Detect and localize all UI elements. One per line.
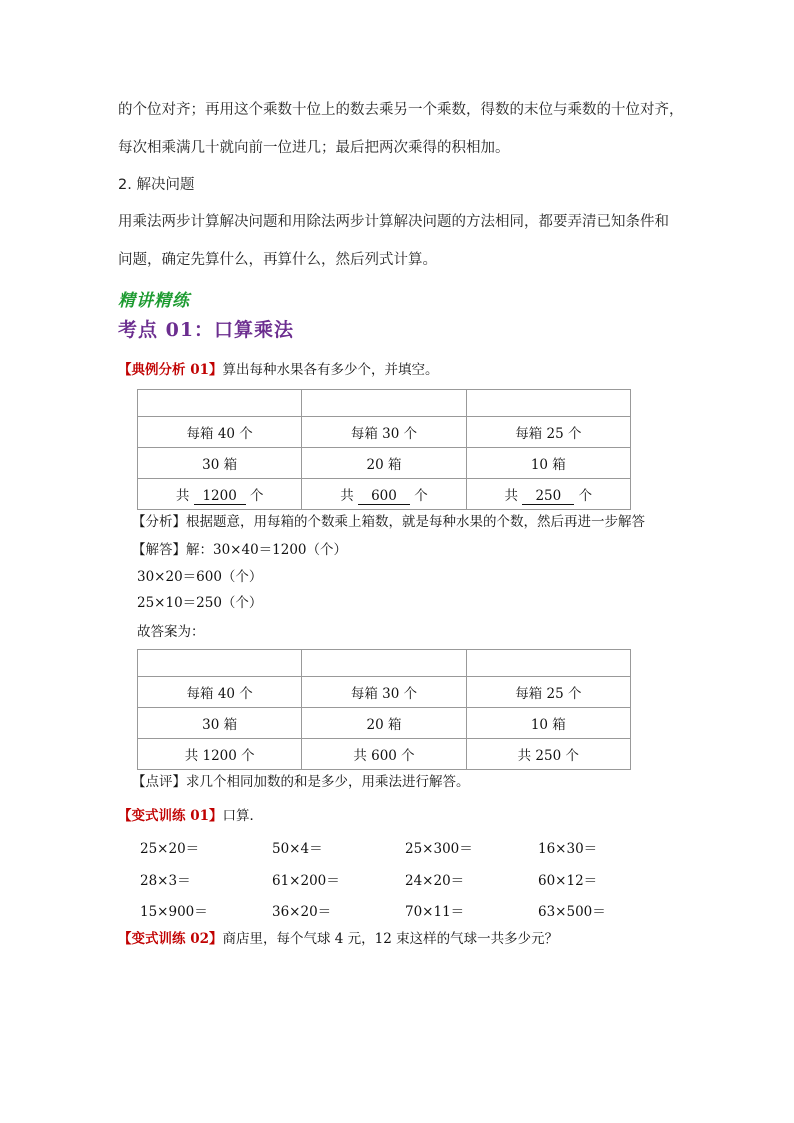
intro-subheading: 2. 解决问题 — [118, 177, 195, 193]
example-tag: 【典例分析 01】 — [118, 362, 223, 378]
fill-cell — [138, 479, 302, 510]
exercise-item: 36×20＝ — [272, 904, 332, 920]
exercise-item: 50×4＝ — [272, 841, 323, 857]
table-cell: 每箱 40 个 — [138, 677, 302, 708]
table-cell: 30 箱 — [138, 708, 302, 739]
comment-tag: 【点评】 — [132, 774, 186, 790]
exercise-item: 60×12＝ — [538, 873, 598, 889]
exercise-item: 16×30＝ — [538, 841, 598, 857]
table-row — [138, 479, 631, 510]
table-cell: 30 箱 — [138, 448, 302, 479]
intro-line-1: 的个位对齐；再用这个乘数十位上的数去乘另一个乘数，得数的末位与乘数的十位对齐， — [118, 102, 684, 118]
table-row — [138, 417, 631, 448]
intro-line-5: 问题，确定先算什么，再算什么，然后列式计算。 — [118, 252, 437, 268]
practice-1-text: 口算． — [222, 808, 263, 824]
table-row — [138, 708, 631, 739]
fruit-table-blank — [137, 389, 631, 510]
answer-step-2: 30×20＝600（个） — [137, 569, 263, 585]
table-row — [138, 739, 631, 770]
answer-intro: 故答案为： — [137, 624, 205, 640]
fill-prefix: 共 — [340, 487, 354, 504]
table-cell — [466, 390, 630, 417]
table-cell: 每箱 30 个 — [302, 677, 466, 708]
table-cell: 20 箱 — [302, 708, 466, 739]
fill-suffix: 个 — [249, 487, 264, 504]
comment-line — [132, 772, 470, 792]
answer-step-3: 25×10＝250（个） — [137, 595, 263, 611]
exercise-item: 25×20＝ — [140, 841, 200, 857]
table-row — [138, 650, 631, 677]
table-cell — [138, 390, 302, 417]
comment-text: 求几个相同加数的和是多少，用乘法进行解答。 — [186, 774, 470, 790]
intro-line-2: 每次相乘满几十就向前一位进几；最后把两次乘得的积相加。 — [118, 140, 510, 156]
analysis-tag: 【分析】 — [132, 514, 186, 530]
fill-suffix: 个 — [414, 487, 428, 504]
fill-prefix: 共 — [504, 487, 519, 504]
analysis-text: 根据题意，用每箱的个数乘上箱数，就是每种水果的个数，然后再进一步解答 — [186, 514, 645, 530]
table-cell: 20 箱 — [302, 448, 466, 479]
practice-1-tag: 【变式训练 01】 — [118, 808, 223, 824]
table-row — [138, 448, 631, 479]
answer-text: 解：30×40＝1200（个） — [186, 542, 348, 558]
practice-2-question — [118, 929, 558, 949]
table-cell: 10 箱 — [466, 448, 630, 479]
exercise-item: 28×3＝ — [140, 873, 191, 889]
example-question — [118, 360, 439, 380]
exercise-item: 61×200＝ — [272, 873, 340, 889]
table-cell: 共 600 个 — [302, 739, 466, 770]
fill-cell — [466, 479, 630, 510]
section-heading: 精讲精练 — [118, 291, 190, 311]
fill-prefix: 共 — [175, 487, 190, 504]
practice-1-question — [118, 806, 263, 826]
answer-tag: 【解答】 — [132, 542, 186, 558]
table-cell: 共 1200 个 — [138, 739, 302, 770]
analysis-line — [132, 512, 645, 532]
practice-2-text: 商店里，每个气球 4 元，12 束这样的气球一共多少元？ — [222, 931, 559, 947]
table-cell: 每箱 40 个 — [138, 417, 302, 448]
exercise-item: 70×11＝ — [405, 904, 465, 920]
exercise-item: 25×300＝ — [405, 841, 473, 857]
table-cell — [138, 650, 302, 677]
practice-2-tag: 【变式训练 02】 — [118, 931, 223, 947]
exercise-item: 15×900＝ — [140, 904, 208, 920]
fill-blank-answer: 1200 — [194, 488, 246, 505]
exercise-item: 24×20＝ — [405, 873, 465, 889]
fruit-table-answer — [137, 649, 631, 770]
fill-blank-answer: 600 — [358, 488, 410, 505]
table-cell: 每箱 25 个 — [466, 677, 630, 708]
table-cell: 共 250 个 — [466, 739, 630, 770]
table-cell — [302, 390, 466, 417]
fill-blank-answer: 250 — [522, 488, 574, 505]
table-cell: 每箱 30 个 — [302, 417, 466, 448]
table-row — [138, 677, 631, 708]
table-cell — [302, 650, 466, 677]
table-cell: 10 箱 — [466, 708, 630, 739]
example-question-text: 算出每种水果各有多少个，并填空。 — [222, 362, 439, 378]
answer-line — [132, 540, 347, 560]
fill-cell — [302, 479, 466, 510]
fill-suffix: 个 — [578, 487, 593, 504]
topic-heading: 考点 01：口算乘法 — [118, 319, 295, 341]
table-cell — [466, 650, 630, 677]
table-row — [138, 390, 631, 417]
exercise-item: 63×500＝ — [538, 904, 606, 920]
table-cell: 每箱 25 个 — [466, 417, 630, 448]
intro-line-4: 用乘法两步计算解决问题和用除法两步计算解决问题的方法相同，都要弄清已知条件和 — [118, 214, 669, 230]
